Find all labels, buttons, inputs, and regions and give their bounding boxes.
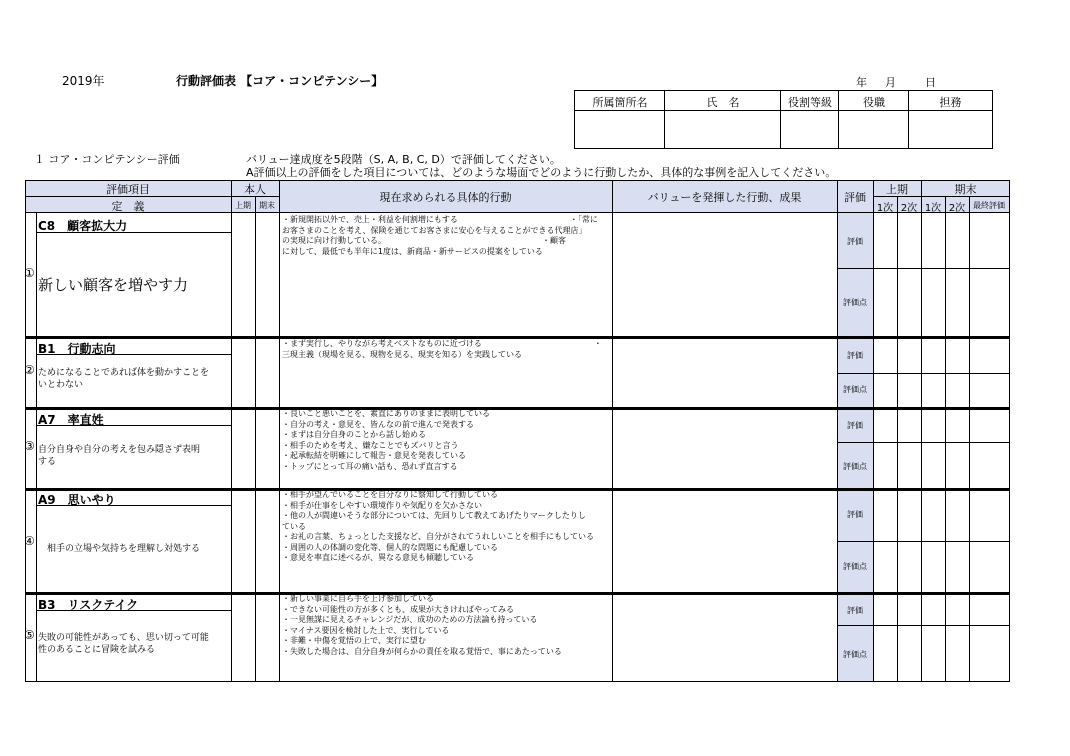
col-divider (279, 180, 280, 682)
date-year-label: 年 (856, 76, 867, 89)
eval-points-label: 評価点 (843, 298, 867, 307)
behavior-list: ・相手が望んでいることを自分なりに察知して行動している ・相手が仕事をしやすい環境作りや気配りを欠かさない ・他の人が間違いそうな部分については、先回りして教えてあげたりマークしたりし ている ・お礼の言葉、ちょっとした支援など、自分がされてうれしいことを相手にもしている ・周囲の人の体調の変化等、個人的な問題にも配慮している ・意見を率直に述べるが、異なる意見も傾聴している (282, 490, 594, 562)
value-input-cell[interactable] (613, 340, 836, 406)
date-month-label: 月 (885, 76, 896, 89)
info-header-name: 氏 名 (706, 96, 740, 109)
info-header-department: 所属箇所名 (592, 96, 648, 109)
eval-points-label: 評価点 (843, 650, 867, 659)
col-divider (255, 196, 256, 682)
eval-split (837, 541, 1010, 542)
row-number: ③ (24, 439, 35, 453)
row-number: ① (24, 266, 35, 280)
year-label: 2019年 (62, 74, 105, 88)
info-duty-field[interactable] (909, 111, 992, 149)
num-col-divider (36, 212, 37, 682)
competency-definition: 相手の立場や気持ちを理解し対処する (47, 544, 201, 554)
eval-label: 評価 (847, 606, 863, 615)
section-heading: １ コア・コンピテンシー評価 (34, 153, 180, 166)
competency-title: A7 率直姓 (38, 413, 104, 427)
row-separator (25, 407, 1010, 410)
header-upper: 上期 (886, 183, 908, 196)
competency-title: B3 リスクテイク (38, 598, 139, 612)
competency-title: B1 行動志向 (38, 342, 116, 356)
eval-split (837, 268, 1010, 269)
header-self-first-half: 上期 (235, 201, 251, 210)
eval-split (837, 625, 1010, 626)
evaluation-table (25, 180, 1010, 682)
value-input-cell[interactable] (613, 492, 836, 591)
competency-title: C8 顧客拡大力 (38, 219, 128, 233)
table-border (25, 180, 26, 682)
header-self: 本人 (244, 183, 266, 196)
value-input-cell[interactable] (613, 411, 836, 487)
header-behavior: 現在求められる具体的行動 (379, 191, 512, 204)
header-period-end: 期末 (954, 183, 977, 196)
instruction-line-2: A評価以上の評価をした項目については、どのような場面でどのように行動したか、具体的な事例を記入してください。 (246, 166, 837, 179)
header-value: バリューを発揮した行動、成果 (647, 191, 802, 204)
table-border (1009, 180, 1010, 682)
value-input-cell[interactable] (613, 213, 836, 335)
col-divider (231, 180, 232, 682)
header-end-second: 2次 (948, 203, 966, 214)
eval-label: 評価 (847, 237, 863, 246)
competency-definition: 新しい顧客を増やす力 (38, 276, 189, 294)
header-end-first: 1次 (924, 203, 942, 214)
eval-label: 評価 (847, 421, 863, 430)
row-number: ④ (24, 534, 35, 548)
eval-label: 評価 (847, 510, 863, 519)
info-grade-field[interactable] (781, 111, 839, 149)
competency-title: A9 思いやり (38, 493, 116, 507)
info-name-field[interactable] (665, 111, 781, 149)
table-border (25, 681, 1010, 682)
date-day-label: 日 (925, 76, 936, 89)
info-department-field[interactable] (575, 111, 665, 149)
eval-split (837, 442, 1010, 443)
header-final: 最終評価 (973, 201, 1005, 210)
header-upper-second: 2次 (900, 203, 918, 214)
eval-label: 評価 (847, 351, 863, 360)
info-header-grade: 役割等級 (788, 96, 832, 109)
header-eval: 評価 (844, 191, 866, 204)
row-number: ② (24, 363, 35, 377)
employee-info-table (574, 90, 993, 149)
behavior-list: ・新しい事業に自ら手を上げ参加している ・できない可能性の方が多くとも、成果が大きければやってみる ・一見無謀に見えるチャレンジだが、成功のための方法論も持っている ・マイナス要因を検討した上で、実行している ・非難・中傷を覚悟の上で、実行に望む ・失敗した場合は、自分自身が何らかの責任を取る覚悟で、事にあたっている (282, 594, 562, 656)
info-header-duty: 担務 (939, 96, 962, 109)
header-item: 評価項目 (106, 183, 150, 196)
header-upper-first: 1次 (876, 203, 894, 214)
behavior-list: ・新規開拓以外で、売上・利益を何割増にもする ・「常に お客さまのことを考え、保険を通じてお客さまに安心を与えることができる代理店」 の実現に向け行動している。 ・顧客 に対して、最低でも半年に1度は、新商品・新サービスの提案をしている (282, 215, 598, 256)
eval-points-label: 評価点 (843, 462, 867, 471)
header-definition: 定 義 (111, 200, 145, 213)
eval-split (837, 373, 1010, 374)
competency-definition: 失敗の可能性があっても、思い切って可能 性のあることに冒険を試みる (38, 633, 209, 655)
row-number: ⑤ (24, 628, 35, 642)
page-title: 行動評価表 【コア・コンピテンシー】 (176, 74, 384, 88)
eval-points-label: 評価点 (843, 562, 867, 571)
behavior-list: ・まず実行し、やりながら考えベストなものに近づける ・ 三現主義（現場を見る、現物を見る、現実を知る）を実践している (282, 339, 602, 359)
info-position-field[interactable] (839, 111, 909, 149)
info-header-position: 役職 (863, 96, 885, 109)
col-divider (921, 180, 922, 682)
col-divider (873, 180, 874, 682)
competency-definition: 自分自身や自分の考えを包み隠さず表明 する (38, 445, 201, 467)
header-self-term-end: 期末 (259, 201, 275, 210)
eval-points-label: 評価点 (843, 385, 867, 394)
instruction-line-1: バリュー達成度を5段階（S, A, B, C, D）で評価してください。 (246, 153, 561, 166)
competency-definition: ためになることであれば体を動かすことを いとわない (38, 368, 210, 390)
value-input-cell[interactable] (613, 596, 836, 681)
behavior-list: ・良いこと悪いことを、素直にありのままに表明している ・自分の考え・意見を、皆んなの前で進んで発表する ・まずは自分自身のことから話し始める ・相手のためを考え、嫌なことでもズバリと言う ・起承転結を明確にして報告・意見を発表している ・トップにとって耳の痛い話も、恐れず直言する (282, 409, 490, 471)
